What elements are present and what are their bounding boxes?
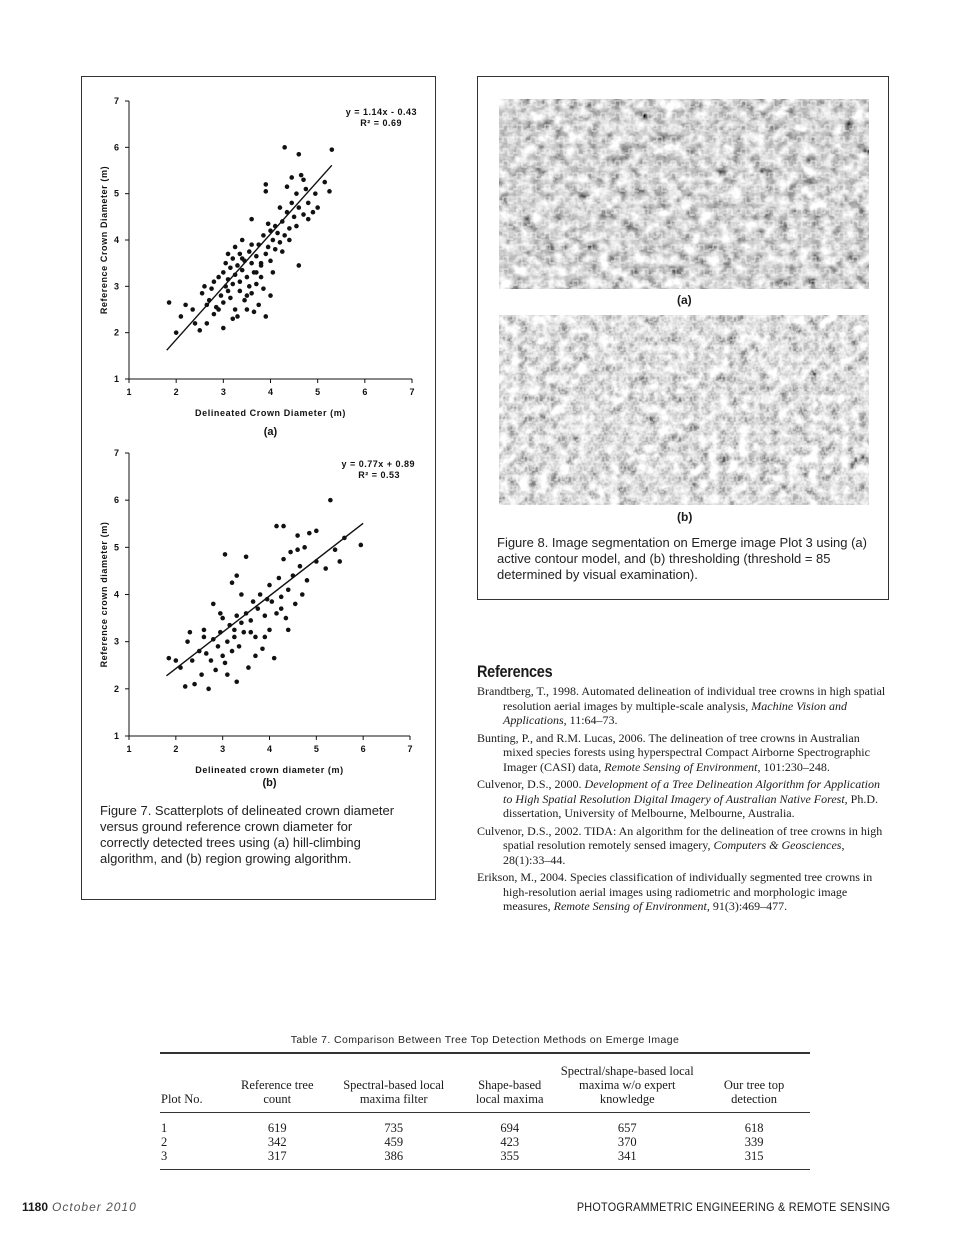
data-point — [328, 498, 333, 503]
data-point — [271, 238, 276, 243]
data-point — [263, 635, 268, 640]
data-point — [190, 307, 195, 312]
data-point — [218, 611, 223, 616]
data-point — [254, 270, 259, 275]
data-point — [337, 559, 342, 564]
data-point — [342, 536, 347, 541]
data-point — [190, 658, 195, 663]
data-point — [263, 314, 268, 319]
data-point — [263, 182, 268, 187]
x-tick-label: 4 — [266, 744, 273, 754]
data-point — [311, 210, 316, 215]
data-point — [227, 623, 232, 628]
data-point — [255, 606, 260, 611]
y-tick-label: 4 — [113, 589, 119, 600]
segmentation-image-b — [499, 315, 869, 505]
references-title: References — [477, 662, 553, 681]
y-tick-label: 3 — [113, 636, 119, 647]
column-header: Spectral-based local maxima filter — [343, 1078, 445, 1106]
data-point — [299, 173, 304, 178]
data-point — [287, 226, 292, 231]
table-cell: 2 — [161, 1135, 168, 1149]
data-point — [301, 212, 306, 217]
reference-item: Culvenor, D.S., 2000. Development of a Tree Delineation Algorithm for Application to High Spatial Resolution Digital Imagery of Australian Native Forest, Ph.D. dissertation, University of Melbourne, Melbourne, Australia. — [477, 777, 880, 820]
data-point — [178, 665, 183, 670]
data-point — [263, 189, 268, 194]
y-tick-label: 1 — [113, 374, 119, 384]
table-cell: 694 — [500, 1121, 520, 1135]
data-point — [225, 672, 230, 677]
data-point — [268, 293, 273, 298]
data-point — [282, 145, 287, 150]
data-point — [259, 275, 264, 280]
data-point — [205, 321, 210, 326]
data-point — [211, 637, 216, 642]
data-point — [167, 656, 172, 661]
data-point — [333, 547, 338, 552]
data-point — [234, 613, 239, 618]
data-point — [281, 524, 286, 529]
data-point — [207, 298, 212, 303]
data-point — [261, 286, 266, 291]
x-tick-label: 2 — [173, 744, 179, 754]
data-point — [292, 215, 297, 220]
data-point — [268, 228, 273, 233]
data-point — [233, 307, 238, 312]
y-tick-label: 2 — [113, 327, 119, 338]
data-point — [226, 289, 231, 294]
issue-date: October 2010 — [52, 1200, 137, 1214]
data-point — [228, 296, 233, 301]
data-point — [242, 259, 247, 264]
data-point — [226, 252, 231, 257]
y-tick-label: 7 — [113, 96, 119, 106]
data-point — [230, 649, 235, 654]
data-point — [230, 282, 235, 287]
data-point — [254, 282, 259, 287]
y-tick-label: 4 — [113, 235, 119, 245]
page-number: 1180 — [22, 1200, 49, 1214]
data-point — [267, 628, 272, 633]
data-point — [359, 543, 364, 548]
r-squared-label: R² = 0.69 — [360, 118, 402, 128]
data-point — [233, 245, 238, 250]
scatterplot-a — [82, 77, 434, 445]
table-cell: 618 — [744, 1121, 764, 1135]
data-point — [233, 272, 238, 277]
y-tick-label: 1 — [113, 731, 119, 741]
references-list — [477, 684, 892, 917]
data-point — [183, 303, 188, 308]
y-tick-label: 6 — [113, 495, 119, 506]
reference-item: Bunting, P., and R.M. Lucas, 2006. The delineation of tree crowns in Australian mixed species forests using hyperspectral Compact Airborne Spectrographic Imager (CASI) data, Remote Sensing of Environment, 101:230–248. — [477, 730, 870, 774]
data-point — [307, 531, 312, 536]
table-7 — [160, 1052, 810, 1170]
data-point — [247, 249, 252, 254]
table-cell: 459 — [384, 1135, 404, 1149]
data-point — [249, 261, 254, 266]
data-point — [295, 533, 300, 538]
data-point — [266, 245, 271, 250]
data-point — [219, 293, 224, 298]
data-point — [212, 279, 217, 284]
data-point — [278, 205, 283, 210]
data-point — [256, 242, 261, 247]
data-point — [246, 665, 251, 670]
data-point — [234, 679, 239, 684]
data-point — [202, 284, 207, 289]
data-point — [230, 316, 235, 321]
data-point — [253, 635, 258, 640]
data-point — [248, 618, 253, 623]
table-cell: 386 — [384, 1149, 404, 1163]
x-tick-label: 1 — [126, 387, 132, 397]
figure-8-box — [477, 76, 889, 600]
data-point — [268, 259, 273, 264]
x-tick-label: 6 — [360, 744, 366, 754]
data-point — [202, 635, 207, 640]
reference-item: Erikson, M., 2004. Species classification of individually segmented tree crowns in high-resolution aerial images using radiometric and morphologic image measures, Remote Sensing of Environment, 91(3):469–477. — [477, 870, 873, 913]
data-point — [301, 177, 306, 182]
data-point — [167, 300, 172, 305]
x-axis-label: Delineated Crown Diameter (m) — [195, 408, 346, 418]
data-point — [241, 630, 246, 635]
data-point — [251, 599, 256, 604]
y-axis-label: Reference crown diameter (m) — [99, 521, 109, 668]
data-point — [245, 293, 250, 298]
data-point — [213, 668, 218, 673]
data-point — [259, 261, 264, 266]
data-point — [199, 672, 204, 677]
data-point — [237, 644, 242, 649]
data-point — [223, 261, 228, 266]
data-point — [330, 147, 335, 152]
data-point — [274, 524, 279, 529]
data-point — [223, 661, 228, 666]
data-point — [188, 630, 193, 635]
x-tick-label: 4 — [267, 387, 274, 397]
data-point — [179, 314, 184, 319]
data-point — [204, 651, 209, 656]
data-point — [216, 275, 221, 280]
x-tick-label: 7 — [407, 744, 413, 754]
table-7-caption: Table 7. Comparison Between Tree Top Detection Methods on Emerge Image — [290, 1034, 680, 1046]
data-point — [279, 595, 284, 600]
data-point — [286, 628, 291, 633]
data-point — [285, 184, 290, 189]
table-cell: 1 — [161, 1121, 168, 1135]
data-point — [297, 152, 302, 157]
trend-line — [166, 523, 363, 676]
data-point — [234, 573, 239, 578]
data-point — [322, 180, 327, 185]
table-cell: 341 — [617, 1149, 637, 1163]
data-point — [240, 238, 245, 243]
figure-7-box — [81, 76, 436, 900]
data-point — [314, 559, 319, 564]
data-point — [297, 263, 302, 268]
scatterplot-b — [82, 445, 434, 807]
figure-8-caption: Figure 8. Image segmentation on Emerge image Plot 3 using (a) active contour model, and (b) thresholding (threshold = 85 determined by visual examination). — [497, 535, 867, 582]
data-point — [197, 328, 202, 333]
data-point — [279, 606, 284, 611]
data-point — [225, 639, 230, 644]
data-point — [232, 628, 237, 633]
data-point — [305, 578, 310, 583]
y-tick-label: 5 — [113, 188, 119, 199]
data-point — [294, 191, 299, 196]
trend-line — [167, 165, 332, 350]
data-point — [297, 205, 302, 210]
data-point — [247, 284, 252, 289]
data-point — [238, 279, 243, 284]
data-point — [289, 175, 294, 180]
data-point — [304, 187, 309, 192]
table-cell: 423 — [500, 1135, 520, 1149]
data-point — [261, 233, 266, 238]
data-point — [315, 205, 320, 210]
data-point — [230, 256, 235, 261]
data-point — [288, 550, 293, 555]
data-point — [275, 231, 280, 236]
data-point — [218, 630, 223, 635]
data-point — [270, 599, 275, 604]
data-point — [278, 240, 283, 245]
data-point — [281, 557, 286, 562]
data-point — [291, 573, 296, 578]
data-point — [209, 286, 214, 291]
data-point — [294, 224, 299, 229]
data-point — [239, 621, 244, 626]
data-point — [240, 268, 245, 273]
data-point — [306, 217, 311, 222]
data-point — [245, 307, 250, 312]
data-point — [271, 270, 276, 275]
table-cell: 3 — [161, 1149, 168, 1163]
data-point — [221, 300, 226, 305]
table-cell: 370 — [617, 1135, 637, 1149]
data-point — [263, 613, 268, 618]
data-point — [293, 602, 298, 607]
data-point — [253, 654, 258, 659]
data-point — [244, 554, 249, 559]
data-point — [202, 628, 207, 633]
data-point — [205, 303, 210, 308]
y-tick-label: 7 — [113, 448, 119, 458]
regression-equation: y = 0.77x + 0.89 — [341, 459, 415, 469]
column-header: Plot No. — [161, 1092, 203, 1106]
x-tick-label: 6 — [362, 387, 368, 397]
y-tick-label: 5 — [113, 542, 119, 553]
table-row — [160, 1149, 810, 1170]
data-point — [249, 242, 254, 247]
table-cell: 619 — [267, 1121, 287, 1135]
data-point — [185, 639, 190, 644]
data-point — [256, 303, 261, 308]
panel-label: (a) — [263, 426, 278, 438]
x-tick-label: 3 — [220, 387, 226, 397]
column-header: Reference tree count — [240, 1078, 314, 1106]
data-point — [223, 552, 228, 557]
x-tick-label: 5 — [315, 387, 321, 397]
data-point — [235, 314, 240, 319]
column-header: Spectral/shape-based local maxima w/o expert knowledge — [560, 1064, 694, 1106]
data-point — [228, 266, 233, 271]
x-tick-label: 1 — [126, 744, 132, 754]
journal-name: PHOTOGRAMMETRIC ENGINEERING & REMOTE SENSING — [576, 1200, 890, 1214]
data-point — [260, 646, 265, 651]
data-point — [273, 224, 278, 229]
data-point — [254, 254, 259, 259]
data-point — [252, 310, 257, 315]
segmentation-image-a — [499, 99, 869, 289]
data-point — [265, 597, 270, 602]
data-point — [197, 649, 202, 654]
x-tick-label: 3 — [220, 744, 226, 754]
y-tick-label: 6 — [113, 142, 119, 153]
table-cell: 735 — [384, 1121, 404, 1135]
data-point — [238, 289, 243, 294]
data-point — [263, 252, 268, 257]
data-point — [174, 658, 179, 663]
data-point — [249, 217, 254, 222]
data-point — [248, 630, 253, 635]
page-footer-left — [22, 1200, 137, 1214]
data-point — [221, 326, 226, 331]
data-point — [298, 564, 303, 569]
reference-item: Brandtberg, T., 1998. Automated delineation of individual tree crowns in high spatial resolution aerial images by multiple-scale analysis, Machine Vision and Applications, 11:64–73. — [477, 684, 886, 727]
data-point — [306, 201, 311, 206]
data-point — [267, 583, 272, 588]
data-point — [238, 252, 243, 257]
data-point — [244, 611, 249, 616]
data-point — [285, 210, 290, 215]
data-point — [272, 656, 277, 661]
data-point — [223, 284, 228, 289]
figure-8-label-b: (b) — [677, 510, 693, 524]
panel-label: (b) — [262, 777, 277, 789]
data-point — [280, 249, 285, 254]
data-point — [212, 312, 217, 317]
table-header-row — [160, 1053, 810, 1113]
data-point — [245, 275, 250, 280]
table-cell: 657 — [617, 1121, 637, 1135]
data-point — [314, 529, 319, 534]
table-cell: 355 — [500, 1149, 520, 1163]
y-tick-label: 3 — [113, 281, 119, 292]
column-header: Shape-based local maxima — [475, 1078, 544, 1106]
data-point — [193, 321, 198, 326]
data-point — [206, 687, 211, 692]
table-cell: 317 — [267, 1149, 287, 1163]
column-header: Our tree top detection — [723, 1078, 785, 1106]
reference-item: Culvenor, D.S., 2002. TIDA: An algorithm for the delineation of tree crowns in high spatial resolution remotely sensed imagery, Computers & Geosciences, 28(1):33–44. — [477, 823, 883, 867]
figure-8-label-a: (a) — [677, 293, 692, 307]
data-point — [220, 616, 225, 621]
table-cell: 339 — [744, 1135, 764, 1149]
table-cell: 342 — [267, 1135, 287, 1149]
data-point — [192, 682, 197, 687]
data-point — [220, 654, 225, 659]
data-point — [289, 201, 294, 206]
data-point — [323, 566, 328, 571]
data-point — [230, 580, 235, 585]
regression-equation: y = 1.14x - 0.43 — [345, 107, 417, 117]
data-point — [286, 587, 291, 592]
x-tick-label: 7 — [409, 387, 415, 397]
data-point — [249, 291, 254, 296]
data-point — [242, 298, 247, 303]
figure-7-caption: Figure 7. Scatterplots of delineated crown diameter versus ground reference crown diameter for correctly detected trees using (a) hill-climbing algorithm, and (b) region growing algorithm. — [100, 803, 395, 866]
data-point — [287, 238, 292, 243]
data-point — [277, 576, 282, 581]
data-point — [235, 263, 240, 268]
table-row — [160, 1113, 810, 1136]
data-point — [313, 191, 318, 196]
data-point — [282, 233, 287, 238]
data-point — [221, 270, 226, 275]
r-squared-label: R² = 0.53 — [358, 470, 400, 480]
data-point — [239, 592, 244, 597]
x-tick-label: 2 — [173, 387, 179, 397]
data-point — [327, 189, 332, 194]
data-point — [273, 247, 278, 252]
data-point — [284, 616, 289, 621]
data-point — [266, 221, 271, 226]
data-point — [183, 684, 188, 689]
data-point — [211, 602, 216, 607]
data-point — [280, 219, 285, 224]
data-point — [200, 291, 205, 296]
data-point — [174, 330, 179, 335]
data-point — [258, 592, 263, 597]
y-tick-label: 2 — [113, 683, 119, 694]
data-point — [216, 644, 221, 649]
data-point — [274, 611, 279, 616]
table-cell: 315 — [744, 1149, 764, 1163]
data-point — [295, 547, 300, 552]
data-point — [216, 307, 221, 312]
data-point — [209, 658, 214, 663]
data-point — [232, 635, 237, 640]
x-tick-label: 5 — [313, 744, 319, 754]
data-point — [226, 277, 231, 282]
y-axis-label: Reference Crown Diameter (m) — [99, 165, 109, 315]
x-axis-label: Delineated crown diameter (m) — [195, 765, 344, 775]
data-point — [300, 592, 305, 597]
data-point — [302, 545, 307, 550]
table-row — [160, 1135, 810, 1149]
